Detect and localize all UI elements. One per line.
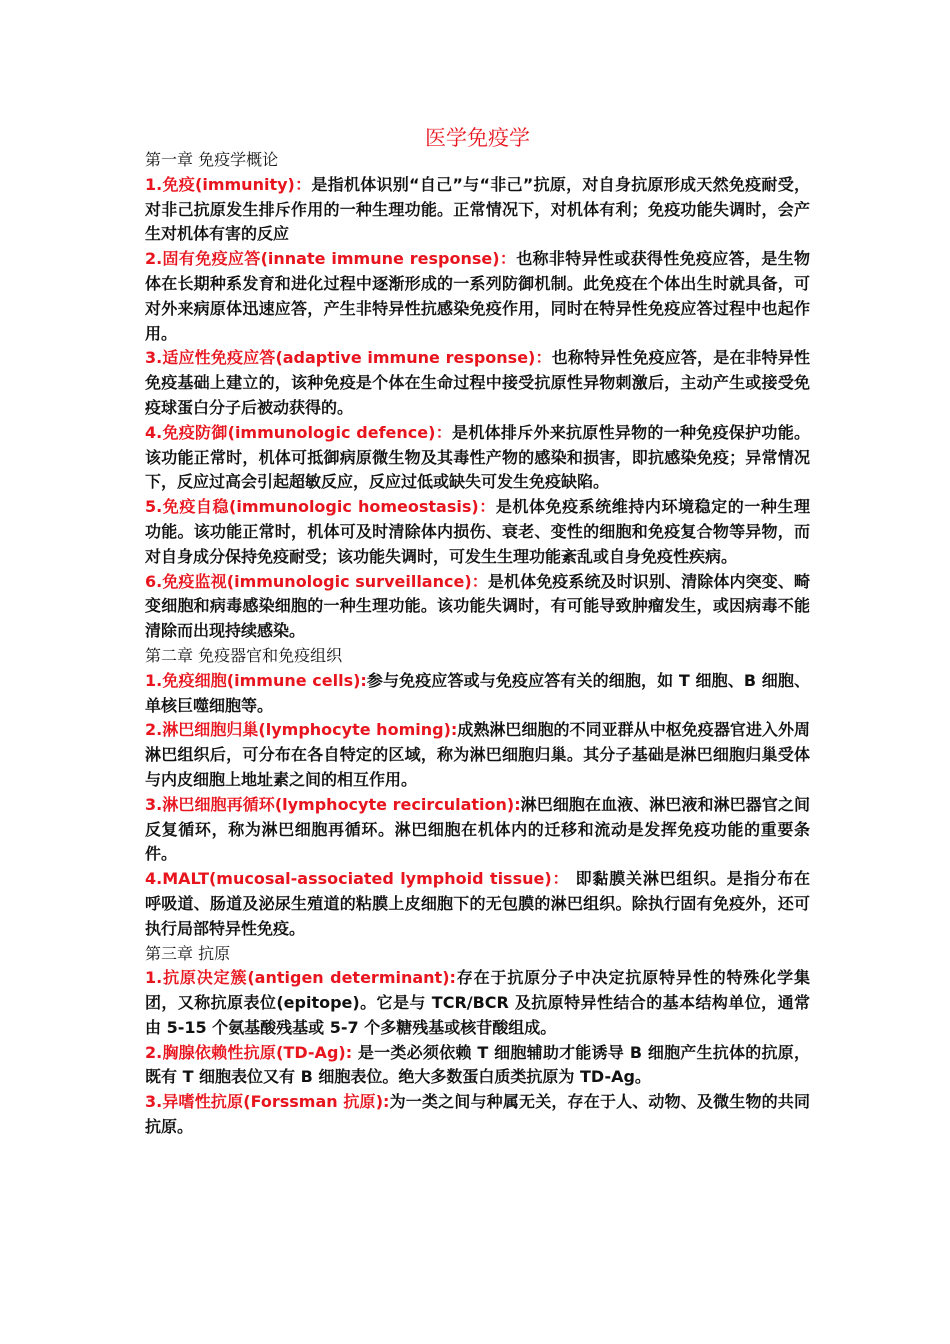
entry-definition: 淋巴细胞在血液、淋巴液和淋巴器官之间反复循环，称为淋巴细胞再循环。淋巴细胞在机体内的迁移和流动是发挥免疫功能的重要条件。 bbox=[145, 794, 810, 864]
entry-term: 3.淋巴细胞再循环(lymphocyte recirculation): bbox=[145, 794, 521, 814]
entry-immunity bbox=[145, 173, 810, 247]
entry-term: 2.胸腺依赖性抗原(TD-Ag): bbox=[145, 1042, 353, 1062]
entry-definition: 也称非特异性或获得性免疫应答，是生物体在长期种系发育和进化过程中逐渐形成的一系列防御机制。此免疫在个体出生时就具备，可对外来病原体迅速应答，产生非特异性抗感染免疫作用，同时在特异性免疫应答过程中也起作用。 bbox=[145, 249, 810, 343]
chapter-heading-3: 第三章 抗原 bbox=[145, 943, 231, 963]
entry-immune-cells bbox=[145, 669, 810, 719]
entry-adaptive-immune-response bbox=[145, 346, 810, 420]
entry-lymphocyte-recirculation bbox=[145, 793, 810, 867]
entry-term: 3.适应性免疫应答(adaptive immune response)： bbox=[145, 348, 552, 368]
entry-definition: 是机体免疫系统维持内环境稳定的一种生理功能。该功能正常时，机体可及时清除体内损伤、衰老、变性的细胞和免疫复合物等异物，而对自身成分保持免疫耐受；该功能失调时，可发生生理功能紊乱或自身免疫性疾病。 bbox=[145, 497, 810, 566]
entry-term: 1.免疫细胞(immune cells): bbox=[145, 670, 367, 690]
document-body bbox=[145, 148, 810, 1140]
entry-forssman-antigen bbox=[145, 1090, 810, 1140]
entry-term: 4.MALT(mucosal-associated lymphoid tissue)： bbox=[145, 869, 570, 889]
entry-definition: 即黏膜关淋巴组织。是指分布在呼吸道、肠道及泌尿生殖道的粘膜上皮细胞下的无包膜的淋巴组织。除执行固有免疫外，还可执行局部特异性免疫。 bbox=[145, 869, 810, 938]
entry-definition: 是机体排斥外来抗原性异物的一种免疫保护功能。该功能正常时，机体可抵御病原微生物及其毒性产物的感染和损害，即抗感染免疫；异常情况下，反应过高会引起超敏反应，反应过低或缺失可发生免疫缺陷。 bbox=[145, 422, 810, 492]
entry-term: 2.固有免疫应答(innate immune response)： bbox=[145, 249, 517, 269]
entry-term: 3.异嗜性抗原(Forssman 抗原): bbox=[145, 1092, 390, 1112]
entry-immunologic-defence bbox=[145, 421, 810, 495]
entry-malt bbox=[145, 867, 810, 941]
entry-definition: 为一类之间与种属无关，存在于人、动物、及微生物的共同抗原。 bbox=[145, 1092, 810, 1137]
entry-term: 1.免疫(immunity)： bbox=[145, 174, 312, 194]
document-title: 医学免疫学 bbox=[425, 126, 530, 150]
chapter-heading-2: 第二章 免疫器官和免疫组织 bbox=[145, 645, 343, 665]
entry-term: 4.免疫防御(immunologic defence)： bbox=[145, 422, 453, 442]
entry-definition: 是机体免疫系统及时识别、清除体内突变、畸变细胞和病毒感染细胞的一种生理功能。该功能失调时，有可能导致肿瘤发生，或因病毒不能清除而出现持续感染。 bbox=[145, 571, 810, 641]
entry-definition: 是指机体识别“自己”与“非己”抗原，对自身抗原形成天然免疫耐受，对非己抗原发生排斥作用的一种生理功能。正常情况下，对机体有利；免疫功能失调时，会产生对机体有害的反应 bbox=[145, 174, 810, 244]
entry-term: 6.免疫监视(immunologic surveillance)： bbox=[145, 571, 488, 591]
entry-lymphocyte-homing bbox=[145, 718, 810, 792]
entry-td-antigen bbox=[145, 1041, 810, 1091]
entry-definition: 也称特异性免疫应答，是在非特异性免疫基础上建立的，该种免疫是个体在生命过程中接受抗原性异物刺激后，主动产生或接受免疫球蛋白分子后被动获得的。 bbox=[145, 348, 810, 417]
entry-antigen-determinant bbox=[145, 966, 810, 1040]
entry-innate-immune-response bbox=[145, 247, 810, 346]
entry-definition: 成熟淋巴细胞的不同亚群从中枢免疫器官进入外周淋巴组织后，可分布在各自特定的区域，称为淋巴细胞归巢。其分子基础是淋巴细胞归巢受体与内皮细胞上地址素之间的相互作用。 bbox=[145, 720, 810, 789]
entry-immunologic-surveillance bbox=[145, 570, 810, 644]
entry-definition: 是一类必须依赖 T 细胞辅助才能诱导 B 细胞产生抗体的抗原，既有 T 细胞表位又有 B 细胞表位。绝大多数蛋白质类抗原为 TD-Ag。 bbox=[145, 1042, 810, 1087]
entry-definition: 存在于抗原分子中决定抗原特异性的特殊化学集团，又称抗原表位(epitope)。它是与 TCR/BCR 及抗原特异性结合的基本结构单位，通常由 5-15 个氨基酸残基或 5-7 个多糖残基或核苷酸组成。 bbox=[145, 968, 810, 1037]
entry-term: 1.抗原决定簇(antigen determinant): bbox=[145, 968, 456, 988]
entry-definition: 参与免疫应答或与免疫应答有关的细胞，如 T 细胞、B 细胞、单核巨噬细胞等。 bbox=[145, 670, 810, 715]
chapter-heading-1: 第一章 免疫学概论 bbox=[145, 150, 279, 169]
entry-immunologic-homeostasis bbox=[145, 495, 810, 569]
entry-term: 5.免疫自稳(immunologic homeostasis)： bbox=[145, 497, 496, 517]
entry-term: 2.淋巴细胞归巢(lymphocyte homing): bbox=[145, 720, 458, 740]
